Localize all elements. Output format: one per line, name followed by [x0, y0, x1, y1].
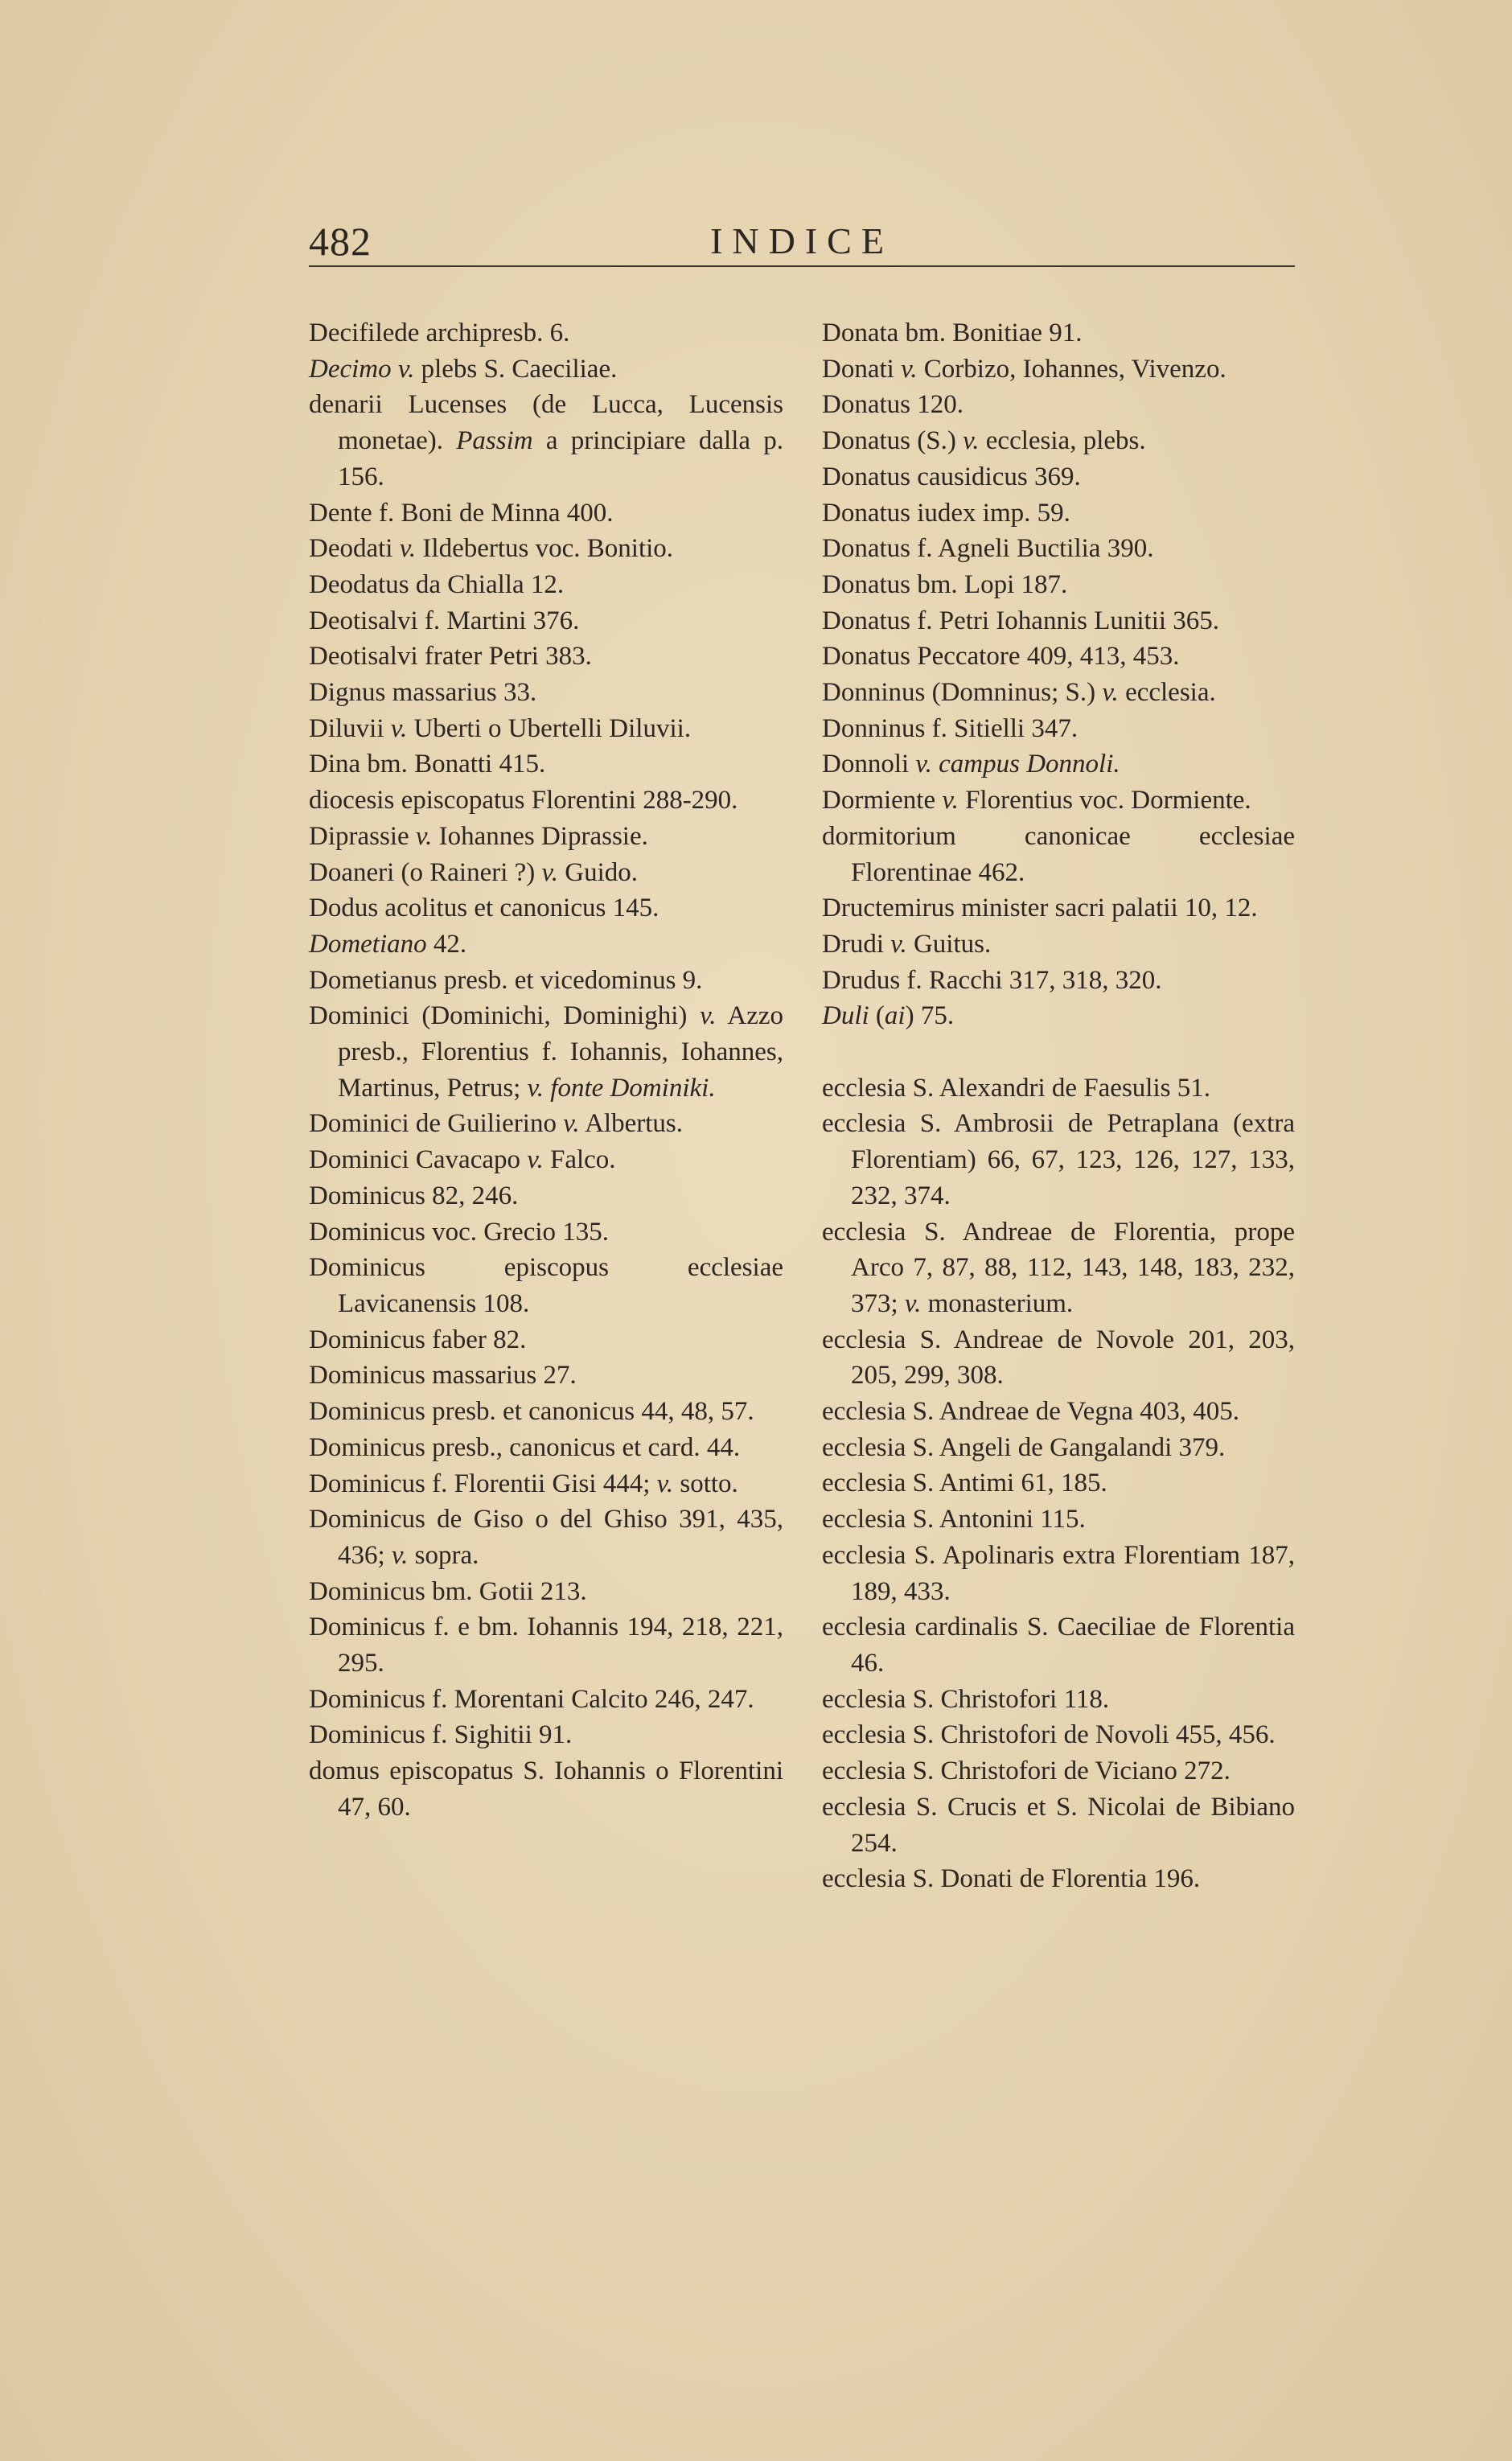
- index-entry: Dente f. Boni de Minna 400.: [309, 498, 614, 528]
- index-entry: ecclesia S. Donati de Florentia 196.: [822, 1864, 1201, 1894]
- index-entry: ecclesia S. Crucis et S. Nicolai de Bibiano 254.: [822, 1792, 1295, 1858]
- index-entry: Deotisalvi frater Petri 383.: [309, 642, 592, 672]
- index-entry: Dormiente v. Florentius voc. Dormiente.: [822, 786, 1251, 816]
- index-entry: Dominicus faber 82.: [309, 1325, 527, 1354]
- index-entry: Donatus bm. Lopi 187.: [822, 569, 1068, 599]
- index-entry: ecclesia cardinalis S. Caeciliae de Florentia 46.: [822, 1613, 1295, 1678]
- index-entry: dormitorium canonicae ecclesiae Florentinae 462.: [822, 821, 1295, 887]
- index-entry: Donnoli v. campus Donnoli.: [822, 750, 1120, 779]
- index-entry: ecclesia S. Christofori de Novoli 455, 456.: [822, 1720, 1276, 1750]
- index-entry: Donatus f. Petri Iohannis Lunitii 365.: [822, 606, 1220, 635]
- index-entry: Decifilede archipresb. 6.: [309, 318, 570, 347]
- index-entry: ecclesia S. Alexandri de Faesulis 51.: [822, 1073, 1210, 1103]
- index-entry: ecclesia S. Apolinaris extra Florentiam 187, 189, 433.: [822, 1540, 1295, 1606]
- index-entry: Dominici Cavacapo v. Falco.: [309, 1145, 616, 1175]
- index-entry: Drudus f. Racchi 317, 318, 320.: [822, 965, 1162, 995]
- index-entry: Donatus (S.) v. ecclesia, plebs.: [822, 426, 1146, 456]
- index-entry: ecclesia S. Ambrosii de Petraplana (extra Florentiam) 66, 67, 123, 126, 127, 133, 232, 374.: [822, 1109, 1295, 1210]
- index-entry: Dometiano 42.: [309, 929, 467, 959]
- index-entry: Dominicus bm. Gotii 213.: [309, 1576, 587, 1606]
- index-entry: Donati v. Corbizo, Iohannes, Vivenzo.: [822, 354, 1226, 384]
- index-entry: Dominicus presb. et canonicus 44, 48, 57.: [309, 1397, 754, 1427]
- index-entry: Deodatus da Chialla 12.: [309, 569, 565, 599]
- index-entry: ecclesia S. Antimi 61, 185.: [822, 1469, 1107, 1498]
- index-entry: Donatus f. Agneli Buctilia 390.: [822, 534, 1154, 564]
- index-entry: Dodus acolitus et canonicus 145.: [309, 894, 659, 923]
- index-entry: Dominicus episcopus ecclesiae Lavicanensis 108.: [309, 1253, 783, 1318]
- index-entry: Drudi v. Guitus.: [822, 929, 992, 959]
- index-entry: Donata bm. Bonitiae 91.: [822, 318, 1083, 347]
- index-entry: Dominicus voc. Grecio 135.: [309, 1217, 610, 1247]
- index-entry: Deodati v. Ildebertus voc. Bonitio.: [309, 534, 674, 564]
- index-entry: ecclesia S. Antonini 115.: [822, 1505, 1086, 1535]
- index-entry: Dina bm. Bonatti 415.: [309, 750, 546, 779]
- index-entry: Dominicus presb., canonicus et card. 44.: [309, 1432, 741, 1462]
- page-number: 482: [309, 219, 372, 264]
- index-entry: Diluvii v. Uberti o Ubertelli Diluvii.: [309, 713, 692, 743]
- index-entry: Donninus (Domninus; S.) v. ecclesia.: [822, 678, 1216, 708]
- index-entry: Donninus f. Sitielli 347.: [822, 713, 1079, 743]
- index-entry: Dominicus 82, 246.: [309, 1181, 519, 1210]
- index-entry: Dometianus presb. et vicedominus 9.: [309, 965, 703, 995]
- header-rule: [309, 265, 1295, 267]
- index-column-left: [309, 315, 783, 1826]
- running-title: INDICE: [710, 220, 894, 261]
- index-entry: Dominicus f. e bm. Iohannis 194, 218, 221, 295.: [309, 1613, 783, 1678]
- index-entry: Dominicus massarius 27.: [309, 1361, 577, 1391]
- index-entry: Donatus iudex imp. 59.: [822, 498, 1070, 528]
- index-entry: Dignus massarius 33.: [309, 678, 537, 708]
- index-entry: Donatus Peccatore 409, 413, 453.: [822, 642, 1180, 672]
- index-entry: ecclesia S. Christofori 118.: [822, 1684, 1110, 1714]
- index-entry: ecclesia S. Christofori de Viciano 272.: [822, 1756, 1231, 1786]
- index-entry: Doaneri (o Raineri ?) v. Guido.: [309, 857, 638, 887]
- index-entry: Dominicus f. Morentani Calcito 246, 247.: [309, 1684, 754, 1714]
- index-entry: Dominici de Guilierino v. Albertus.: [309, 1109, 683, 1139]
- index-entry: Decimo v. plebs S. Caeciliae.: [309, 354, 618, 384]
- index-entry: denarii Lucenses (de Lucca, Lucensis monetae). Passim a principiare dalla p. 156.: [309, 390, 783, 491]
- index-section-gap: [822, 1034, 1295, 1070]
- index-entry: Dructemirus minister sacri palatii 10, 12.: [822, 894, 1258, 923]
- index-entry: Dominicus f. Sighitii 91.: [309, 1720, 573, 1750]
- index-entry: Duli (ai) 75.: [822, 1001, 955, 1031]
- index-entry: Deotisalvi f. Martini 376.: [309, 606, 580, 635]
- index-entry: ecclesia S. Angeli de Gangalandi 379.: [822, 1432, 1226, 1462]
- index-entry: ecclesia S. Andreae de Florentia, prope Arco 7, 87, 88, 112, 143, 148, 183, 232, 373; v. monasterium.: [822, 1217, 1295, 1318]
- index-entry: Dominici (Dominichi, Dominighi) v. Azzo presb., Florentius f. Iohannis, Iohannes, Martinus, Petrus; v. fonte Dominiki.: [309, 1001, 783, 1103]
- index-entry: Donatus causidicus 369.: [822, 462, 1081, 491]
- index-entry: ecclesia S. Andreae de Novole 201, 203, 205, 299, 308.: [822, 1325, 1295, 1391]
- page-header: [309, 216, 1295, 272]
- index-entry: diocesis episcopatus Florentini 288-290.: [309, 786, 738, 816]
- index-entry: Dominicus f. Florentii Gisi 444; v. sotto.: [309, 1469, 738, 1498]
- index-entry: domus episcopatus S. Iohannis o Florentini 47, 60.: [309, 1756, 783, 1822]
- index-entry: Donatus 120.: [822, 390, 963, 420]
- index-entry: Dominicus de Giso o del Ghiso 391, 435, 436; v. sopra.: [309, 1505, 783, 1570]
- index-entry: Diprassie v. Iohannes Diprassie.: [309, 821, 648, 851]
- index-entry: ecclesia S. Andreae de Vegna 403, 405.: [822, 1397, 1239, 1427]
- index-column-right: [822, 315, 1295, 1897]
